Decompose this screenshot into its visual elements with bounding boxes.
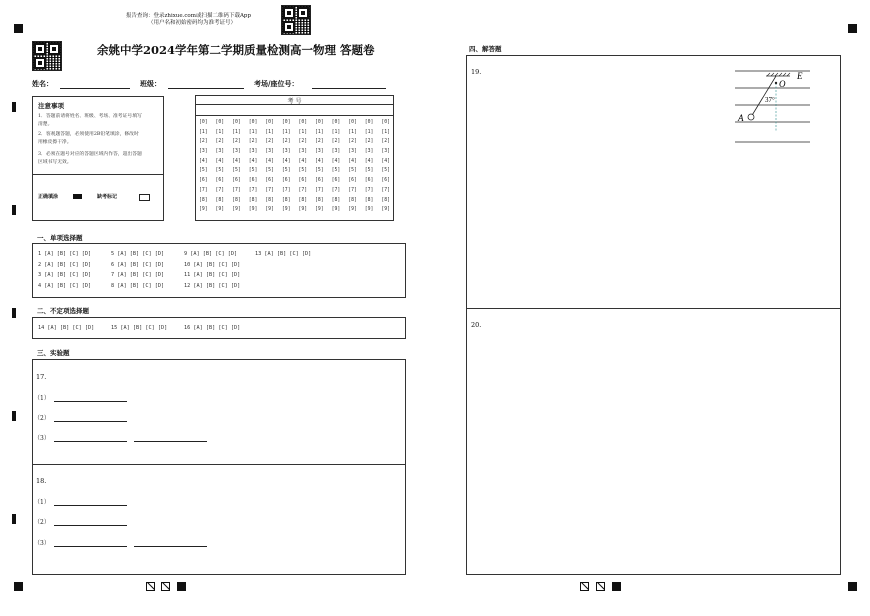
exam-id-digit[interactable]: [4] [281,158,291,164]
mc-question[interactable]: 4 [A] [B] [C] [D] [38,282,92,289]
exam-id-digit[interactable]: [3] [265,149,274,155]
section4-title: 四、解答题 [469,45,502,53]
exam-id-column[interactable] [195,118,212,215]
exam-id-digit[interactable]: [3] [232,149,241,155]
crossed-square [580,582,589,591]
section1-title: 一、单项选择题 [37,234,83,242]
exam-id-digit[interactable]: [1] [315,129,324,135]
exam-id-digit[interactable]: [7] [198,187,208,193]
name-label: 姓名： [32,79,53,88]
exam-id-digit[interactable]: [2] [232,139,241,145]
exam-id-digit[interactable]: [9] [281,207,291,213]
exam-id-column[interactable] [228,118,245,215]
mc-question-15[interactable]: 15 [A] [B] [C] [D] [111,325,168,331]
exam-id-digit[interactable]: [5] [198,168,208,174]
label-e: E [797,71,803,81]
mc-question[interactable]: 13 [A] [B] [C] [D] [255,251,312,257]
exam-id-digit[interactable]: [4] [315,158,324,164]
exam-id-column[interactable] [311,118,328,215]
exam-id-digit[interactable]: [3] [331,149,341,155]
exam-id-digit[interactable]: [0] [348,120,357,125]
q17-part-3-answer-b[interactable] [134,441,207,442]
exam-id-digit[interactable]: [3] [348,149,357,155]
exam-id-digit[interactable]: [7] [364,187,374,193]
q20-answer-area[interactable] [467,309,840,574]
exam-id-digit[interactable]: [2] [348,139,357,145]
exam-id-digit[interactable]: [4] [198,158,208,164]
exam-id-digit[interactable]: [6] [248,178,258,184]
exam-id-digit[interactable]: [6] [331,178,341,184]
exam-id-digit[interactable]: [6] [281,178,291,184]
mc-question[interactable]: 2 [A] [B] [C] [D] [38,261,92,268]
mc-question[interactable]: 8 [A] [B] [C] [D] [111,282,165,289]
exam-id-column[interactable] [245,118,262,215]
exam-id-divider [195,115,394,116]
exam-id-digit[interactable]: [7] [215,187,225,193]
ball-a [748,114,754,120]
exam-id-digit[interactable]: [5] [215,168,225,174]
exam-id-digit[interactable]: [6] [215,178,225,184]
exam-id-digit[interactable]: [1] [265,129,274,135]
exam-id-digit[interactable]: [8] [331,197,341,203]
exam-id-digit[interactable]: [7] [298,187,308,193]
exam-id-digit[interactable]: [9] [298,207,308,213]
pivot-o [775,82,777,84]
exam-id-column[interactable] [295,118,312,215]
seat-field[interactable] [312,88,386,89]
timing-mark [12,514,16,524]
exam-id-digit[interactable]: [0] [281,120,291,125]
exam-id-digit[interactable]: [4] [331,158,341,164]
exam-id-digit[interactable]: [6] [265,178,274,184]
exam-id-digit[interactable]: [9] [315,207,324,213]
exam-id-column[interactable] [278,118,295,215]
exam-id-digit[interactable]: [7] [248,187,258,193]
exam-id-digit[interactable]: [0] [315,120,324,125]
correct-fill-label: 正确填涂 [38,194,59,200]
mc-question-16[interactable]: 16 [A] [B] [C] [D] [184,325,241,331]
exam-id-digit[interactable]: [4] [298,158,308,164]
exam-id-digit[interactable]: [2] [198,139,208,145]
q17-part-2-label: （2） [34,415,50,422]
exam-id-digit[interactable]: [0] [331,120,341,125]
exam-id-digit[interactable]: [2] [315,139,324,145]
exam-id-digit[interactable]: [0] [215,120,225,125]
exam-id-digit[interactable]: [8] [298,197,308,203]
exam-id-digit[interactable]: [8] [198,197,208,203]
exam-id-column[interactable] [328,118,345,215]
exam-id-digit[interactable]: [2] [381,139,391,145]
exam-id-digit[interactable]: [6] [298,178,308,184]
q17-part-3-answer-a[interactable] [54,441,127,442]
mc-question[interactable]: 7 [A] [B] [C] [D] [111,272,165,278]
question-18-number: 18. [36,477,47,485]
exam-id-digit[interactable]: [7] [265,187,274,193]
exam-id-digit[interactable]: [9] [381,207,391,213]
mc-question[interactable]: 3 [A] [B] [C] [D] [38,272,92,278]
exam-id-digit[interactable]: [0] [364,120,374,125]
q19-diagram [730,66,814,148]
exam-id-digit[interactable]: [1] [348,129,357,135]
q18-part-1-label: （1） [34,499,50,506]
exam-id-digit[interactable]: [4] [232,158,241,164]
exam-id-digit[interactable]: [1] [232,129,241,135]
exam-id-digit[interactable]: [9] [198,207,208,213]
exam-id-column[interactable] [361,118,378,215]
exam-id-digit[interactable]: [3] [215,149,225,155]
exam-id-digit[interactable]: [7] [281,187,291,193]
mc-question-14[interactable]: 14 [A] [B] [C] [D] [38,325,95,331]
section3-title: 三、实验题 [37,349,70,357]
question-17-number: 17. [36,373,47,381]
exam-id-digit[interactable]: [4] [381,158,391,164]
qr-code-icon[interactable] [281,5,311,35]
mc-question[interactable]: 11 [A] [B] [C] [D] [184,272,241,278]
qr-code-icon [32,41,62,71]
q17-part-3-label: （3） [34,435,50,442]
exam-id-digit[interactable]: [1] [298,129,308,135]
exam-id-digit[interactable]: [2] [281,139,291,145]
exam-id-digit[interactable]: [2] [331,139,341,145]
exam-id-header: 考 号 [287,98,302,105]
exam-id-digit[interactable]: [5] [331,168,341,174]
exam-id-digit[interactable]: [8] [248,197,258,203]
exam-id-column[interactable] [377,118,394,215]
q18-part-3-label: （3） [34,540,50,547]
exam-id-digit[interactable]: [1] [198,129,208,135]
section3-divider [32,464,406,465]
corner-mark-top-left [14,24,23,33]
timing-mark [12,308,16,318]
q18-part-1-answer[interactable] [54,505,127,506]
exam-id-digit[interactable]: [6] [315,178,324,184]
exam-id-digit[interactable]: [3] [364,149,374,155]
section3-box [32,359,406,575]
exam-id-digit[interactable]: [7] [348,187,357,193]
absent-mark-label: 缺考标记 [97,194,118,200]
exam-id-digit[interactable]: [1] [215,129,225,135]
exam-id-digit[interactable]: [0] [265,120,274,125]
notice-item-2: 2．客观题答题，必须使用2B铅笔填涂，修改时用橡皮擦干净。 [38,132,139,145]
exam-id-digit[interactable]: [2] [265,139,274,145]
absent-mark-checkbox[interactable] [139,194,150,201]
timing-mark [12,411,16,421]
exam-id-digit[interactable]: [2] [215,139,225,145]
report-line-1: 报告查询：登录zhixue.com或扫描二维码下载App [126,13,251,19]
exam-id-digit[interactable]: [4] [364,158,374,164]
exam-id-column[interactable] [344,118,361,215]
label-angle: 37° [765,96,775,104]
exam-id-digit[interactable]: [1] [281,129,291,135]
mc-question[interactable]: 9 [A] [B] [C] [D] [184,251,238,257]
q18-part-2-answer[interactable] [54,525,127,526]
exam-id-digit[interactable]: [7] [381,187,391,193]
exam-id-digit[interactable]: [9] [331,207,341,213]
report-line-2: （用户名和初始密码均为准考证号） [148,20,237,26]
exam-id-digit[interactable]: [7] [331,187,341,193]
exam-id-column[interactable] [261,118,278,215]
filled-square [177,582,186,591]
exam-id-digit[interactable]: [4] [348,158,357,164]
exam-id-digit[interactable]: [5] [315,168,324,174]
exam-id-digit[interactable]: [7] [315,187,324,193]
exam-id-digit[interactable]: [0] [381,120,391,125]
exam-id-digit[interactable]: [9] [215,207,225,213]
mc-question[interactable]: 12 [A] [B] [C] [D] [184,282,241,289]
exam-id-digit[interactable]: [2] [248,139,258,145]
q17-part-2-answer[interactable] [54,421,127,422]
exam-id-digit[interactable]: [9] [364,207,374,213]
exam-id-digit[interactable]: [5] [348,168,357,174]
exam-id-digit[interactable]: [4] [248,158,258,164]
filled-square [612,582,621,591]
exam-id-digit[interactable]: [6] [364,178,374,184]
exam-id-digit[interactable]: [9] [232,207,241,213]
exam-id-digit[interactable]: [1] [248,129,258,135]
notice-title: 注意事项 [38,102,64,110]
exam-id-digit[interactable]: [8] [232,197,241,203]
exam-id-digit[interactable]: [9] [248,207,258,213]
exam-id-digit[interactable]: [3] [248,149,258,155]
exam-id-digit[interactable]: [8] [381,197,391,203]
exam-id-digit[interactable]: [5] [265,168,274,174]
corner-mark-bottom-right [848,582,857,591]
exam-id-digit[interactable]: [0] [298,120,308,125]
exam-id-digit[interactable]: [5] [248,168,258,174]
name-field[interactable] [60,88,130,89]
exam-id-digit[interactable]: [7] [232,187,241,193]
exam-id-digit[interactable]: [6] [198,178,208,184]
q18-part-3-answer-a[interactable] [54,546,127,547]
exam-id-digit[interactable]: [5] [232,168,241,174]
exam-id-digit[interactable]: [8] [281,197,291,203]
exam-id-digit[interactable]: [2] [364,139,374,145]
seat-label: 考场/座位号： [254,79,299,88]
exam-id-digit[interactable]: [6] [381,178,391,184]
exam-id-digit[interactable]: [8] [348,197,357,203]
exam-id-digit[interactable]: [4] [215,158,225,164]
crossed-square [161,582,170,591]
exam-id-digit[interactable]: [9] [348,207,357,213]
exam-id-digit[interactable]: [4] [265,158,274,164]
exam-id-digit[interactable]: [5] [381,168,391,174]
exam-id-digit[interactable]: [0] [232,120,241,125]
exam-id-digit[interactable]: [9] [265,207,274,213]
exam-id-digit[interactable]: [2] [298,139,308,145]
class-field[interactable] [168,88,244,89]
corner-mark-bottom-left [14,582,23,591]
q17-part-1-answer[interactable] [54,401,127,402]
notice-divider [32,174,164,175]
q17-part-1-label: （1） [34,395,50,402]
corner-mark-top-right [848,24,857,33]
exam-id-digit[interactable]: [3] [281,149,291,155]
label-a: A [738,113,744,123]
exam-id-digit[interactable]: [1] [381,129,391,135]
correct-fill-sample [73,194,82,199]
question-19-number: 19. [471,68,482,76]
class-label: 班级： [140,79,161,88]
notice-item-1: 1．答题前请将姓名、班级、考场、准考证号填写清楚。 [38,114,142,127]
exam-id-column[interactable] [212,118,229,215]
exam-id-digit[interactable]: [3] [298,149,308,155]
timing-mark [12,102,16,112]
exam-id-divider [195,104,394,105]
q18-part-2-label: （2） [34,519,50,526]
exam-id-digit[interactable]: [8] [364,197,374,203]
exam-id-digit[interactable]: [0] [198,120,208,125]
exam-id-digit[interactable]: [8] [265,197,274,203]
exam-id-digit[interactable]: [0] [248,120,258,125]
exam-id-digit[interactable]: [5] [364,168,374,174]
crossed-square [146,582,155,591]
exam-id-digit[interactable]: [5] [298,168,308,174]
q18-part-3-answer-b[interactable] [134,546,207,547]
exam-id-digit[interactable]: [5] [281,168,291,174]
mc-question[interactable]: 10 [A] [B] [C] [D] [184,261,241,268]
crossed-square [596,582,605,591]
mc-question[interactable]: 5 [A] [B] [C] [D] [111,251,165,257]
exam-id-digit[interactable]: [8] [315,197,324,203]
question-20-number: 20. [471,321,482,329]
ceiling-hatch-icon [767,73,790,76]
label-o: O [779,79,786,89]
exam-id-digit[interactable]: [1] [331,129,341,135]
exam-id-digit[interactable]: [3] [198,149,208,155]
exam-id-digit[interactable]: [3] [381,149,391,155]
mc-question[interactable]: 1 [A] [B] [C] [D] [38,251,92,257]
exam-id-digit[interactable]: [3] [315,149,324,155]
section2-title: 二、不定项选择题 [37,307,89,315]
exam-id-digit[interactable]: [8] [215,197,225,203]
exam-id-digit[interactable]: [1] [364,129,374,135]
page-title: 余姚中学2024学年第二学期质量检测高一物理 答题卷 [97,43,375,57]
timing-mark [12,205,16,215]
mc-question[interactable]: 6 [A] [B] [C] [D] [111,261,165,268]
exam-id-digit[interactable]: [6] [348,178,357,184]
exam-id-digit[interactable]: [6] [232,178,241,184]
notice-item-3: 3．必须在题号对应的答题区域内作答，超出答题区域书写无效。 [38,152,142,165]
